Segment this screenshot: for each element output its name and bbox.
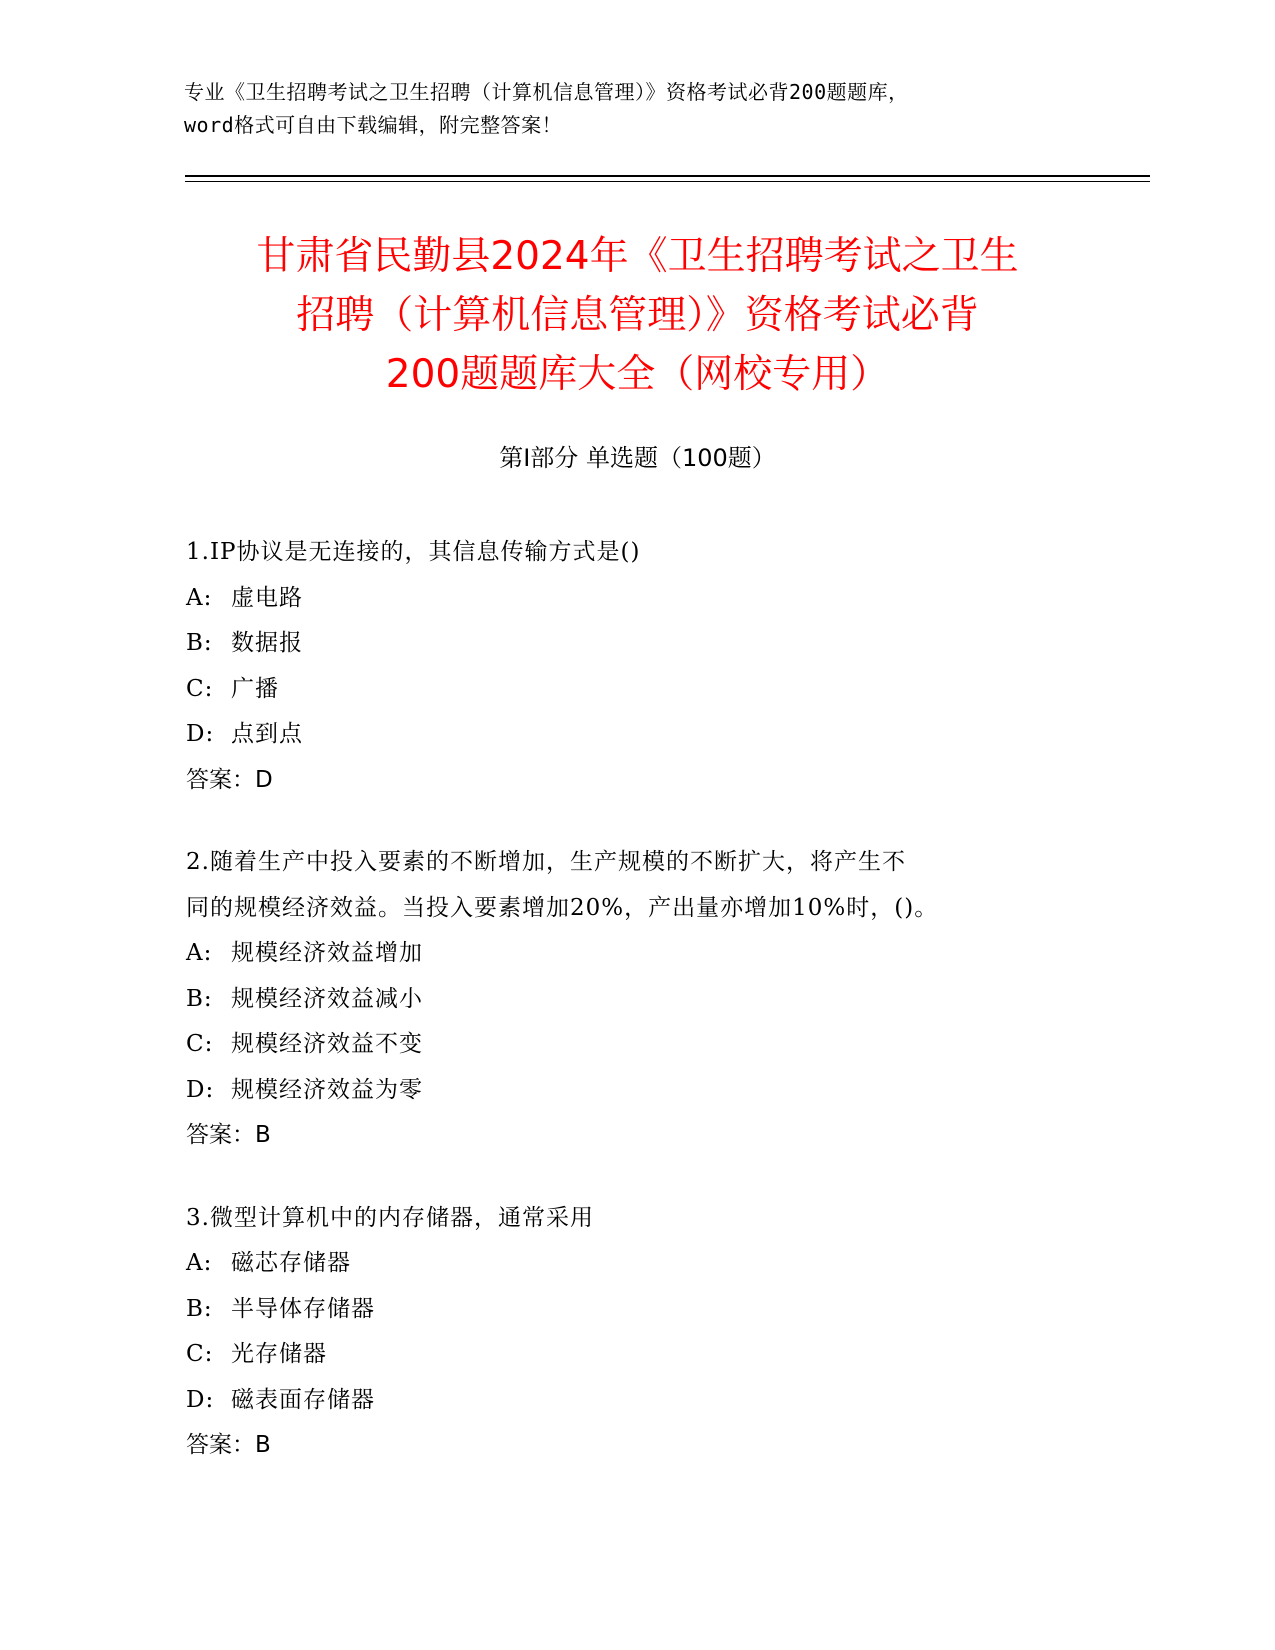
option-key: A:	[186, 940, 213, 966]
option-text: 广播	[231, 675, 279, 702]
option-b	[186, 621, 1086, 667]
question-item	[186, 1196, 1086, 1469]
option-key: C:	[186, 675, 214, 702]
option-text: 光存储器	[231, 1341, 327, 1367]
question-stem-continued: 同的规模经济效益。当投入要素增加20%，产出量亦增加10%时，()。	[186, 894, 939, 921]
option-text: 磁表面存储器	[231, 1386, 375, 1413]
section-title: 第Ⅰ部分 单选题（100题）	[499, 444, 776, 472]
option-d	[186, 712, 1086, 758]
question-stem: 2.随着生产中投入要素的不断增加，生产规模的不断扩大，将产生不	[186, 849, 906, 875]
option-a	[186, 931, 1086, 977]
option-b	[186, 1287, 1086, 1333]
option-text: 点到点	[231, 721, 303, 747]
header-divider	[185, 175, 1150, 177]
option-d	[186, 1378, 1086, 1424]
document-title	[150, 227, 1125, 404]
answer-line: 答案：B	[186, 1432, 271, 1458]
option-text: 磁芯存储器	[231, 1250, 351, 1276]
option-key: A:	[186, 1250, 213, 1276]
option-key: D:	[186, 721, 215, 747]
option-text: 虚电路	[231, 584, 303, 611]
option-key: D:	[186, 1076, 215, 1103]
option-a	[186, 1241, 1086, 1287]
option-c	[186, 1022, 1086, 1068]
option-text: 半导体存储器	[231, 1295, 375, 1322]
option-a	[186, 576, 1086, 622]
option-text: 规模经济效益减小	[231, 985, 423, 1012]
header-note-line: word格式可自由下载编辑，附完整答案！	[184, 113, 563, 137]
option-key: A:	[186, 584, 213, 611]
title-line: 招聘（计算机信息管理）》资格考试必背	[296, 293, 979, 338]
option-text: 规模经济效益为零	[231, 1076, 423, 1103]
option-b	[186, 977, 1086, 1023]
option-c	[186, 667, 1086, 713]
option-key: C:	[186, 1031, 214, 1057]
title-line: 200题题库大全（网校专用）	[385, 352, 890, 397]
option-key: D:	[186, 1386, 215, 1413]
answer-line: 答案：D	[186, 766, 273, 793]
title-line: 甘肃省民勤县2024年《卫生招聘考试之卫生	[256, 234, 1019, 279]
option-text: 数据报	[231, 630, 303, 656]
option-key: B:	[186, 985, 213, 1012]
option-d	[186, 1068, 1086, 1114]
option-key: B:	[186, 1295, 213, 1322]
option-key: C:	[186, 1341, 214, 1367]
answer-line: 答案：B	[186, 1122, 271, 1148]
option-text: 规模经济效益增加	[231, 940, 423, 966]
option-text: 规模经济效益不变	[231, 1031, 423, 1057]
header-divider-thin	[185, 181, 1150, 182]
question-stem: 1.IP协议是无连接的，其信息传输方式是()	[186, 539, 641, 565]
header-note-line: 专业《卫生招聘考试之卫生招聘（计算机信息管理）》资格考试必背200题题库，	[184, 80, 909, 104]
question-list	[186, 530, 1086, 1506]
option-key: B:	[186, 630, 213, 656]
header-note	[184, 76, 1084, 142]
question-item	[186, 530, 1086, 803]
question-stem: 3.微型计算机中的内存储器，通常采用	[186, 1204, 594, 1231]
option-c	[186, 1332, 1086, 1378]
question-item	[186, 840, 1086, 1159]
